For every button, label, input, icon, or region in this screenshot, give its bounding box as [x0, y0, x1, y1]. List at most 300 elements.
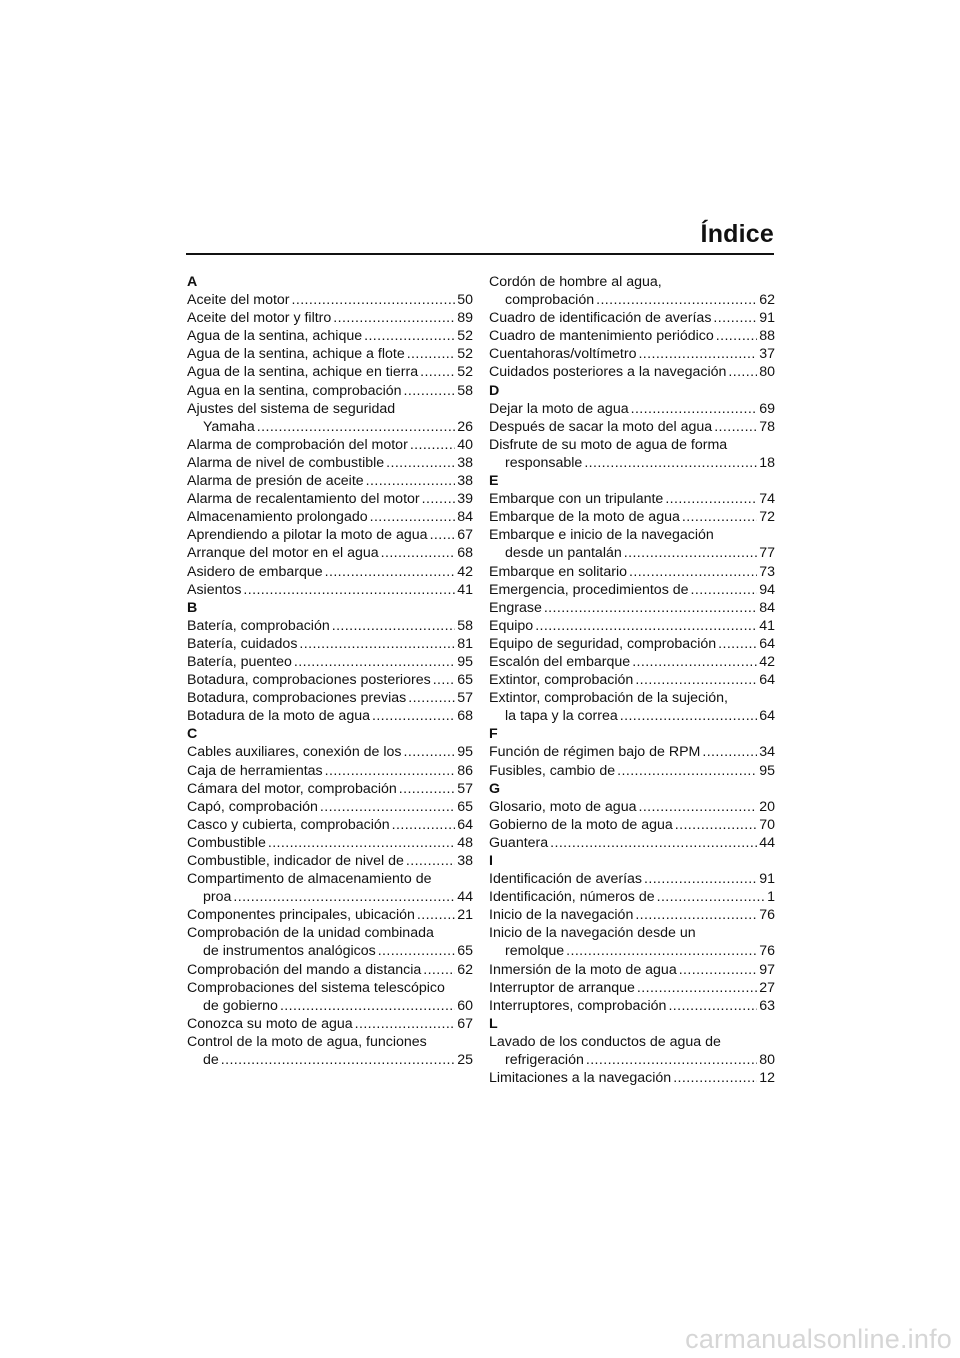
- index-entry: [187, 581, 473, 599]
- index-letter: A: [187, 274, 198, 290]
- page-number: 62: [457, 961, 473, 978]
- index-entry: [187, 345, 473, 363]
- dot-leader: [635, 671, 757, 689]
- page-number: 74: [759, 491, 775, 508]
- index-entry: [187, 942, 473, 960]
- dot-leader: [364, 327, 455, 345]
- index-column-right: [489, 273, 775, 1087]
- index-entry-text: remolque: [505, 943, 565, 960]
- page-number: 57: [457, 690, 473, 707]
- index-entry-text: Embarque e inicio de la navegación: [489, 527, 714, 544]
- index-letter: G: [489, 780, 501, 797]
- page-number: 80: [759, 364, 775, 381]
- index-entry-text: comprobación: [505, 292, 595, 309]
- page-number: 38: [457, 454, 473, 471]
- page-number: 64: [457, 816, 473, 833]
- dot-leader: [325, 762, 456, 780]
- index-entry-text: Control de la moto de agua, funciones: [187, 1033, 427, 1050]
- page-number: 38: [457, 473, 473, 490]
- index-entry-text: Caja de herramientas: [187, 762, 323, 779]
- index-entry-text: Ajustes del sistema de seguridad: [187, 400, 396, 417]
- page-number: 65: [457, 672, 473, 689]
- index-entry: [489, 617, 775, 635]
- page-number: 88: [759, 328, 775, 345]
- page-number: 38: [457, 853, 473, 869]
- page-number: 80: [759, 1052, 775, 1069]
- index-entry: [489, 906, 775, 924]
- dot-leader: [668, 997, 757, 1015]
- index-entry-text: Limitaciones a la navegación: [489, 1070, 672, 1087]
- page-number: 64: [759, 635, 775, 652]
- page-number: 78: [759, 418, 775, 435]
- page-number: 34: [759, 744, 775, 761]
- index-letter: C: [187, 726, 198, 743]
- dot-leader: [423, 961, 455, 979]
- index-entry-text: la tapa y la correa: [505, 708, 618, 725]
- dot-leader: [629, 563, 757, 581]
- page-number: 58: [457, 617, 473, 634]
- page-number: 42: [457, 563, 473, 580]
- dot-leader: [657, 888, 765, 906]
- index-entry-text: Inicio de la navegación desde un: [489, 925, 696, 942]
- index-entry: [187, 816, 473, 834]
- index-entry: [187, 852, 473, 870]
- page-title: Índice: [700, 220, 774, 248]
- index-entry: [489, 490, 775, 508]
- dot-leader: [370, 508, 456, 526]
- index-entry-text: Interruptores, comprobación: [489, 997, 667, 1014]
- index-entry-text: Extintor, comprobación de la sujeción,: [489, 690, 728, 707]
- page-number: 25: [457, 1052, 473, 1069]
- dot-leader: [714, 418, 757, 436]
- index-entry: [489, 653, 775, 671]
- page-number: 60: [457, 997, 473, 1014]
- page-number: 67: [457, 527, 473, 544]
- index-entry-text: Combustible, indicador de nivel de: [187, 853, 404, 869]
- index-entry-text: Escalón del embarque: [489, 653, 631, 670]
- index-entry-text: responsable: [505, 454, 583, 471]
- page-number: 89: [457, 310, 473, 327]
- page-number: 91: [759, 310, 775, 327]
- page-number: 37: [759, 346, 775, 363]
- index-entry-text: Comprobaciones del sistema telescópico: [187, 979, 445, 996]
- index-entry-text: Cuadro de mantenimiento periódico: [489, 328, 714, 345]
- page-number: 18: [759, 454, 775, 471]
- index-entry-text: Cuidados posteriores a la navegación: [489, 364, 727, 381]
- index-entry-text: Agua de la sentina, achique a flote: [187, 346, 405, 363]
- dot-leader: [673, 1069, 757, 1087]
- dot-leader: [294, 653, 455, 671]
- page-number: 20: [759, 798, 775, 815]
- index-entry-text: Agua de la sentina, achique: [187, 328, 363, 345]
- index-entry-text: Cuadro de identificación de averías: [489, 310, 712, 327]
- index-entry-text: Asidero de embarque: [187, 563, 323, 580]
- index-entry: [489, 400, 775, 418]
- index-entry: [489, 762, 775, 780]
- index-entry-text: Extintor, comprobación: [489, 672, 634, 689]
- index-entry: [489, 707, 775, 725]
- index-entry: [187, 508, 473, 526]
- index-entry: [489, 870, 775, 888]
- index-entry: [489, 635, 775, 653]
- index-entry: [187, 1015, 473, 1033]
- dot-leader: [292, 291, 456, 309]
- page-number: 26: [457, 418, 473, 435]
- index-entry: [489, 816, 775, 834]
- index-entry-text: Botadura, comprobaciones previas: [187, 690, 407, 707]
- index-entry-text: Dejar la moto de agua: [489, 400, 629, 417]
- page-number: 21: [457, 907, 473, 924]
- index-entry-text: Función de régimen bajo de RPM: [489, 744, 701, 761]
- page-number: 39: [457, 491, 473, 508]
- index-entry-text: Guantera: [489, 834, 549, 851]
- dot-leader: [644, 870, 757, 888]
- index-entry-text: Alarma de recalentamiento del motor: [187, 491, 420, 508]
- index-entry: [187, 454, 473, 472]
- index-entry: [187, 544, 473, 562]
- index-entry: [187, 309, 473, 327]
- page-number: 76: [759, 907, 775, 924]
- index-entry-text: Después de sacar la moto del agua: [489, 418, 713, 435]
- dot-leader: [399, 780, 455, 798]
- index-entry: [187, 563, 473, 581]
- page-number: 41: [457, 581, 473, 598]
- page-number: 12: [759, 1070, 775, 1087]
- index-entry-text: de: [203, 1052, 219, 1069]
- index-entry-text: Identificación de averías: [489, 871, 643, 888]
- index-entry-text: Cordón de hombre al agua,: [489, 274, 662, 290]
- page-number: 65: [457, 943, 473, 960]
- index-entry: [489, 563, 775, 581]
- index-entry-text: Cuentahoras/voltímetro: [489, 346, 637, 363]
- page-number: 44: [759, 834, 775, 851]
- index-entry-text: Glosario, moto de agua: [489, 798, 637, 815]
- dot-leader: [386, 454, 455, 472]
- index-entry: [489, 979, 775, 997]
- index-entry: [489, 997, 775, 1015]
- dot-leader: [535, 617, 757, 635]
- dot-leader: [433, 671, 456, 689]
- dot-leader: [544, 599, 757, 617]
- page-number: 68: [457, 545, 473, 562]
- dot-leader: [407, 345, 456, 363]
- index-entry-text: Botadura, comprobaciones posteriores: [187, 672, 431, 689]
- dot-leader: [728, 363, 757, 381]
- index-entry-text: Equipo de seguridad, comprobación: [489, 635, 717, 652]
- index-entry: [187, 743, 473, 761]
- page-number: 52: [457, 328, 473, 345]
- dot-leader: [638, 345, 757, 363]
- index-entry-text: Engrase: [489, 599, 542, 616]
- index-entry-text: Aceite del motor: [187, 292, 290, 309]
- dot-leader: [713, 309, 757, 327]
- dot-leader: [632, 653, 757, 671]
- page-number: 91: [759, 871, 775, 888]
- page-number: 81: [457, 635, 473, 652]
- index-entry-text: Capó, comprobación: [187, 798, 318, 815]
- index-letter: F: [489, 726, 498, 743]
- index-entry-text: Interruptor de arranque: [489, 979, 635, 996]
- index-entry-text: Inmersión de la moto de agua: [489, 961, 677, 978]
- page-number: 84: [759, 599, 775, 616]
- index-entry-text: Asientos: [187, 581, 242, 598]
- page-number: 63: [759, 997, 775, 1014]
- dot-leader: [550, 834, 757, 852]
- dot-leader: [404, 743, 456, 761]
- dot-leader: [617, 762, 757, 780]
- index-entry-text: Yamaha: [203, 418, 255, 435]
- page-number: 52: [457, 364, 473, 381]
- page-number: 50: [457, 292, 473, 309]
- index-entry: [187, 780, 473, 798]
- dot-leader: [631, 400, 758, 418]
- page-number: 65: [457, 798, 473, 815]
- dot-leader: [257, 418, 455, 436]
- dot-leader: [243, 581, 455, 599]
- index-entry-text: Comprobación del mando a distancia: [187, 961, 422, 978]
- dot-leader: [637, 979, 757, 997]
- index-entry-text: Compartimento de almacenamiento de: [187, 871, 432, 888]
- dot-leader: [299, 635, 455, 653]
- dot-leader: [422, 490, 456, 508]
- index-entry-text: Arranque del motor en el agua: [187, 545, 379, 562]
- page-number: 1: [767, 889, 775, 906]
- page-number: 94: [759, 581, 775, 598]
- index-entry: [187, 382, 473, 400]
- dot-leader: [410, 436, 455, 454]
- index-entry-text: Embarque en solitario: [489, 563, 628, 580]
- index-entry: [187, 635, 473, 653]
- index-entry: [187, 490, 473, 508]
- dot-leader: [333, 309, 455, 327]
- index-entry-text: Conozca su moto de agua: [187, 1015, 353, 1032]
- index-entry: [489, 327, 775, 345]
- dot-leader: [718, 635, 757, 653]
- index-entry-text: Almacenamiento prolongado: [187, 509, 368, 526]
- page-number: 27: [759, 979, 775, 996]
- dot-leader: [406, 852, 455, 870]
- page-number: 57: [457, 780, 473, 797]
- index-letter: I: [489, 853, 493, 869]
- dot-leader: [366, 472, 456, 490]
- index-entry-text: Agua en la sentina, comprobación: [187, 382, 402, 399]
- dot-leader: [268, 834, 455, 852]
- dot-leader: [635, 906, 757, 924]
- index-entry: [187, 327, 473, 345]
- page-number: 73: [759, 563, 775, 580]
- page-number: 77: [759, 545, 775, 562]
- index-entry: [489, 454, 775, 472]
- index-entry-text: Batería, comprobación: [187, 617, 330, 634]
- index-entry-text: de instrumentos analógicos: [203, 943, 376, 960]
- title-rule: [186, 253, 774, 255]
- dot-leader: [665, 490, 757, 508]
- index-entry: [489, 1069, 775, 1087]
- index-entry: [489, 798, 775, 816]
- dot-leader: [584, 454, 757, 472]
- dot-leader: [638, 798, 757, 816]
- index-entry-text: Aprendiendo a pilotar la moto de agua: [187, 527, 428, 544]
- index-entry: [187, 436, 473, 454]
- page-number: 52: [457, 346, 473, 363]
- index-entry-text: Cables auxiliares, conexión de los: [187, 744, 402, 761]
- index-entry: [187, 653, 473, 671]
- index-entry: [187, 762, 473, 780]
- index-entry-text: Combustible: [187, 834, 266, 851]
- index-entry-text: Botadura de la moto de agua: [187, 708, 370, 725]
- page-number: 69: [759, 400, 775, 417]
- dot-leader: [378, 942, 456, 960]
- index-entry: [187, 418, 473, 436]
- dot-leader: [404, 382, 456, 400]
- dot-leader: [392, 816, 456, 834]
- dot-leader: [408, 689, 455, 707]
- dot-leader: [332, 617, 455, 635]
- index-entry-text: Componentes principales, ubicación: [187, 907, 415, 924]
- page-number: 64: [759, 672, 775, 689]
- index-entry-text: Emergencia, procedimientos de: [489, 581, 689, 598]
- index-entry: [489, 961, 775, 979]
- index-entry-text: Cámara del motor, comprobación: [187, 780, 397, 797]
- index-letter: L: [489, 1015, 498, 1032]
- index-entry: [489, 581, 775, 599]
- page-number: 84: [457, 509, 473, 526]
- index-entry: [187, 472, 473, 490]
- index-entry-text: desde un pantalán: [505, 545, 622, 562]
- dot-leader: [381, 544, 456, 562]
- index-letter: E: [489, 473, 499, 490]
- index-entry-text: Alarma de nivel de combustible: [187, 454, 385, 471]
- index-entry: [187, 526, 473, 544]
- page-number: 44: [457, 889, 473, 906]
- index-entry-text: refrigeración: [505, 1052, 584, 1069]
- index-entry: [187, 906, 473, 924]
- page-number: 95: [759, 762, 775, 779]
- watermark: carmanualsonline.info: [685, 1324, 952, 1354]
- index-entry: [187, 997, 473, 1015]
- index-entry-text: Lavado de los conductos de agua de: [489, 1033, 721, 1050]
- dot-leader: [624, 544, 757, 562]
- dot-leader: [691, 581, 758, 599]
- index-entry-text: Identificación, números de: [489, 889, 655, 906]
- index-entry: [187, 1051, 473, 1069]
- index-entry: [489, 309, 775, 327]
- index-entry: [187, 291, 473, 309]
- dot-leader: [566, 942, 757, 960]
- index-entry-text: Batería, cuidados: [187, 635, 298, 652]
- index-entry-text: Alarma de presión de aceite: [187, 473, 364, 490]
- dot-leader: [372, 707, 455, 725]
- dot-leader: [221, 1051, 455, 1069]
- index-entry: [489, 418, 775, 436]
- index-entry: [187, 689, 473, 707]
- page-number: 62: [759, 292, 775, 309]
- dot-leader: [420, 363, 455, 381]
- dot-leader: [355, 1015, 456, 1033]
- index-entry-text: Batería, puenteo: [187, 653, 292, 670]
- index-entry: [489, 671, 775, 689]
- index-letter: D: [489, 382, 500, 399]
- index-entry-text: Agua de la sentina, achique en tierra: [187, 364, 419, 381]
- page-number: 70: [759, 816, 775, 833]
- index-entry: [489, 942, 775, 960]
- index-entry: [489, 544, 775, 562]
- dot-leader: [675, 816, 757, 834]
- page-number: 95: [457, 744, 473, 761]
- index-entry: [489, 1051, 775, 1069]
- index-entry: [187, 798, 473, 816]
- dot-leader: [320, 798, 455, 816]
- page-number: 76: [759, 943, 775, 960]
- page-number: 48: [457, 834, 473, 851]
- index-entry: [489, 834, 775, 852]
- page-number: 72: [759, 509, 775, 526]
- index-entry: [187, 707, 473, 725]
- page-number: 97: [759, 961, 775, 978]
- index-entry-text: proa: [203, 889, 232, 906]
- page-number: 86: [457, 762, 473, 779]
- index-entry: [489, 599, 775, 617]
- index-entry: [187, 671, 473, 689]
- index-entry-text: Fusibles, cambio de: [489, 762, 616, 779]
- index-entry-text: Alarma de comprobación del motor: [187, 436, 408, 453]
- index-entry: [489, 363, 775, 381]
- index-entry-text: Aceite del motor y filtro: [187, 310, 332, 327]
- index-entry: [187, 834, 473, 852]
- index-entry: [489, 291, 775, 309]
- index-entry-text: Comprobación de la unidad combinada: [187, 925, 434, 942]
- index-entry-text: Disfrute de su moto de agua de forma: [489, 436, 728, 453]
- index-entry: [489, 508, 775, 526]
- index-column-left: [187, 273, 473, 1069]
- page-number: 58: [457, 382, 473, 399]
- index-entry: [187, 961, 473, 979]
- index-entry: [489, 743, 775, 761]
- page-number: 68: [457, 708, 473, 725]
- dot-leader: [596, 291, 757, 309]
- dot-leader: [417, 906, 455, 924]
- page-number: 40: [457, 436, 473, 453]
- dot-leader: [233, 888, 455, 906]
- index-letter: B: [187, 599, 198, 616]
- dot-leader: [620, 707, 757, 725]
- index-entry: [187, 888, 473, 906]
- index-entry-text: Gobierno de la moto de agua: [489, 816, 673, 833]
- page-number: 41: [759, 617, 775, 634]
- page-number: 64: [759, 708, 775, 725]
- dot-leader: [716, 327, 757, 345]
- dot-leader: [679, 961, 758, 979]
- index-entry-text: Equipo: [489, 617, 534, 634]
- page-number: 42: [759, 653, 775, 670]
- index-entry-text: Embarque con un tripulante: [489, 491, 664, 508]
- page-number: 95: [457, 653, 473, 670]
- index-entry-text: Casco y cubierta, comprobación: [187, 816, 390, 833]
- index-entry: [489, 888, 775, 906]
- dot-leader: [280, 997, 455, 1015]
- index-entry-text: Embarque de la moto de agua: [489, 509, 680, 526]
- index-entry-text: de gobierno: [203, 997, 278, 1014]
- index-entry-text: Inicio de la navegación: [489, 907, 634, 924]
- page-number: 67: [457, 1015, 473, 1032]
- dot-leader: [586, 1051, 757, 1069]
- dot-leader: [702, 743, 757, 761]
- index-entry: [489, 345, 775, 363]
- dot-leader: [325, 563, 456, 581]
- dot-leader: [430, 526, 456, 544]
- dot-leader: [682, 508, 757, 526]
- index-entry: [187, 617, 473, 635]
